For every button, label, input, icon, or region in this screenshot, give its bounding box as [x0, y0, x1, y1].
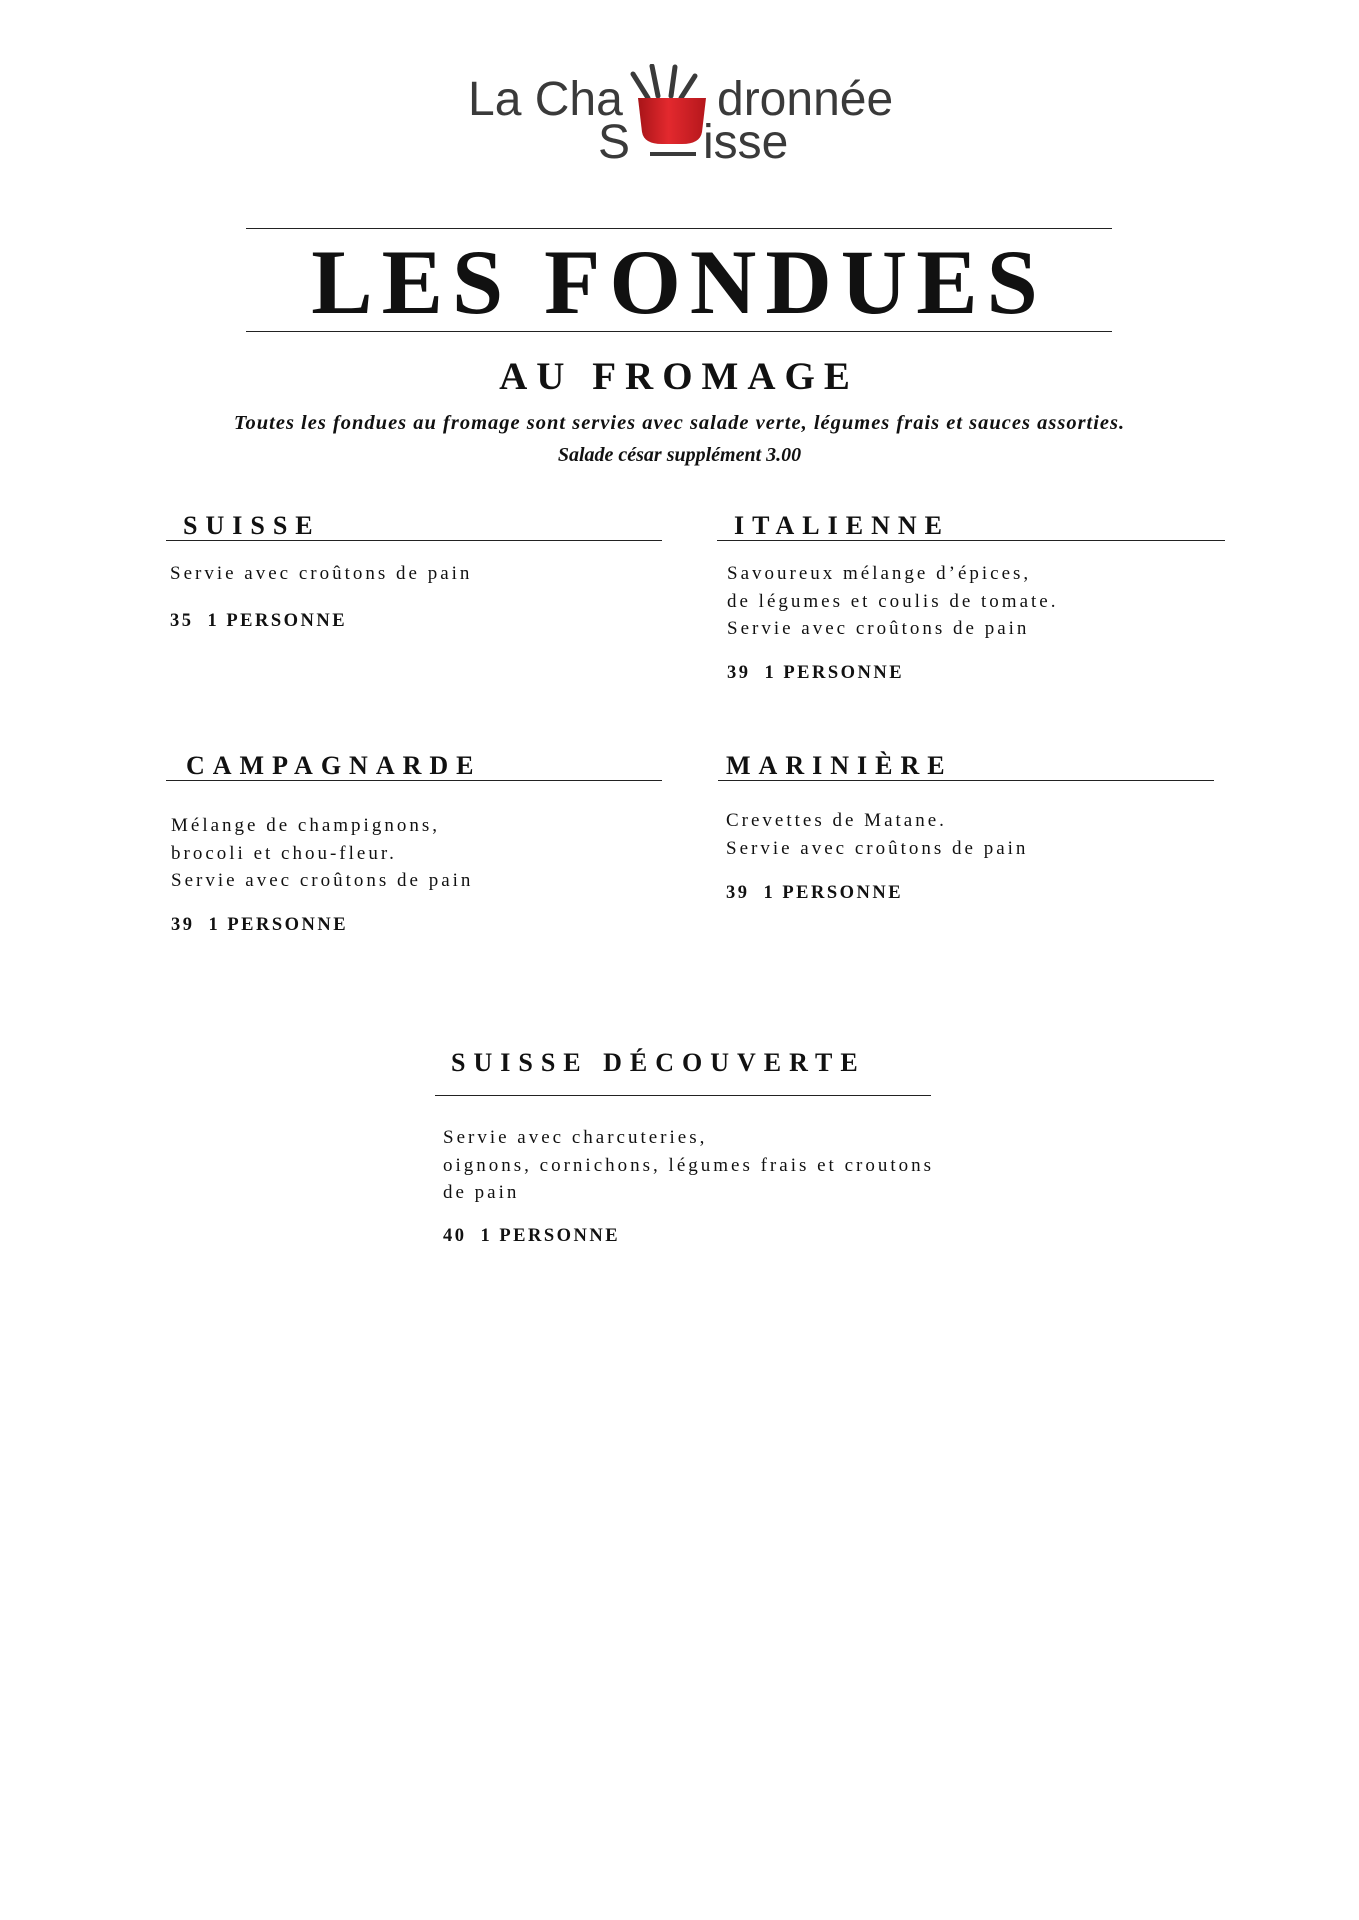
intro-supplement: Salade césar supplément 3.00	[557, 444, 802, 466]
item-rule	[718, 780, 1214, 781]
item-rule	[166, 780, 662, 781]
svg-text:S: S	[598, 116, 631, 169]
item-price	[171, 913, 348, 937]
item-price	[443, 1224, 620, 1248]
item-name: SUISSE DÉCOUVERTE	[451, 1048, 866, 1077]
price-unit: 1 PERSONNE	[480, 1226, 621, 1246]
item-description: Mélange de champignons, brocoli et chou-fleur. Servie avec croûtons de pain	[171, 815, 474, 891]
title-rule-bottom	[246, 331, 1112, 332]
item-description: Savoureux mélange d’épices, de légumes et coulis de tomate. Servie avec croûtons de pain	[727, 563, 1059, 639]
item-name: SUISSE	[183, 511, 321, 540]
svg-text:isse: isse	[703, 116, 789, 169]
intro-text: Toutes les fondues au fromage sont servies avec salade verte, légumes frais et sauces assorties.	[233, 412, 1126, 434]
item-description: Servie avec charcuteries, oignons, cornichons, légumes frais et croutons de pain	[443, 1127, 935, 1203]
item-rule	[166, 540, 662, 541]
item-name: MARINIÈRE	[726, 751, 953, 780]
fondue-pot-icon	[633, 66, 706, 156]
price-value: 39	[726, 883, 750, 903]
item-price	[727, 661, 904, 685]
price-unit: 1 PERSONNE	[207, 611, 348, 631]
item-name: CAMPAGNARDE	[186, 751, 482, 780]
item-description: Servie avec croûtons de pain	[170, 563, 473, 584]
price-value: 39	[727, 663, 751, 683]
item-rule	[717, 540, 1225, 541]
page-title: LES FONDUES	[311, 231, 1047, 333]
svg-text:dronnée: dronnée	[717, 73, 894, 126]
price-value: 39	[171, 915, 195, 935]
svg-text:La Cha: La Cha	[468, 73, 623, 126]
restaurant-logo	[468, 64, 898, 182]
price-unit: 1 PERSONNE	[763, 883, 904, 903]
price-value: 35	[170, 611, 194, 631]
item-rule	[435, 1095, 931, 1096]
price-unit: 1 PERSONNE	[764, 663, 905, 683]
price-value: 40	[443, 1226, 467, 1246]
item-price	[726, 881, 903, 905]
price-unit: 1 PERSONNE	[208, 915, 349, 935]
item-price	[170, 609, 347, 633]
title-rule-top	[246, 228, 1112, 229]
section-subtitle: AU FROMAGE	[499, 355, 859, 398]
item-name: ITALIENNE	[734, 511, 951, 540]
item-description: Crevettes de Matane. Servie avec croûtons de pain	[726, 810, 1029, 859]
